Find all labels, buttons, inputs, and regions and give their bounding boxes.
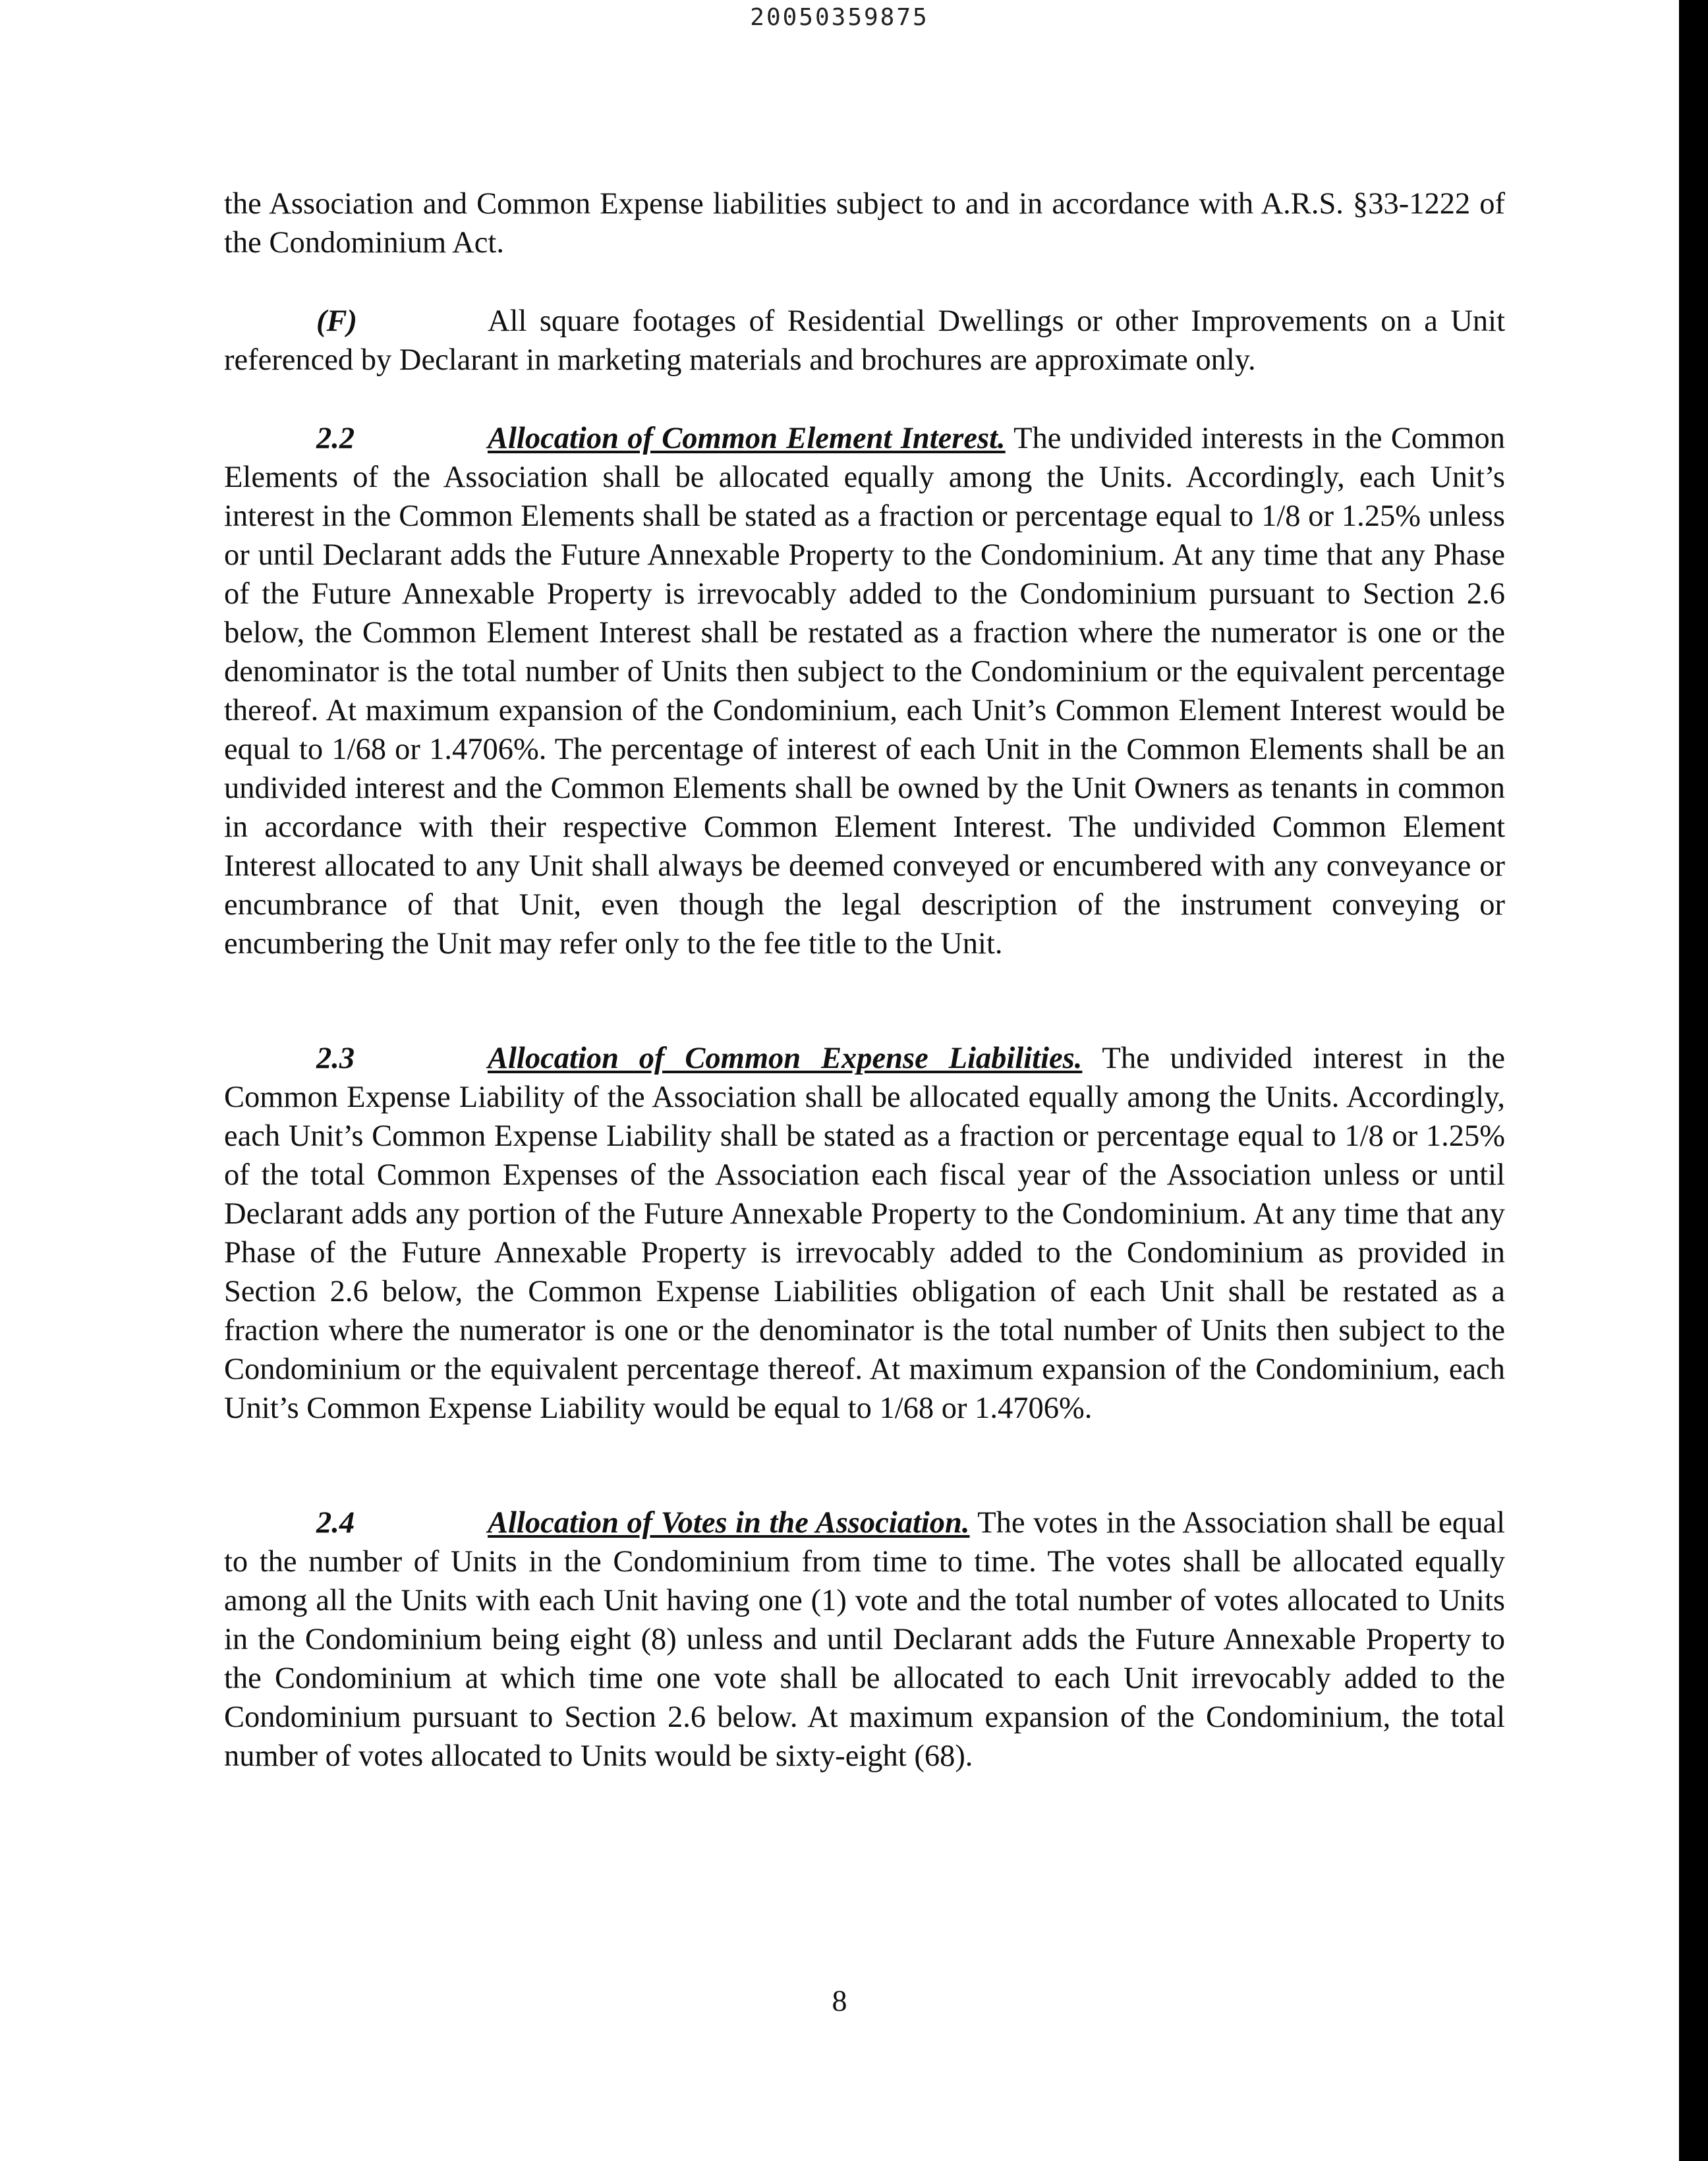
section-2-2-number: 2.2 [316, 422, 355, 455]
paragraph-f-text: All square footages of Residential Dwellings or other Improvements on a Unit referenced by Declarant in marketing materials and brochures are approximate only. [224, 304, 1505, 377]
section-2-4-number: 2.4 [316, 1506, 355, 1540]
section-2-4 [224, 1503, 1505, 1776]
section-2-4-text: The votes in the Association shall be equal to the number of Units in the Condominium from time to time. The votes shall be allocated equally among all the Units with each Unit having one (1) vote and the total number of votes allocated to Units in the Condominium being eight (8) unless and until Declarant adds the Future Annexable Property to the Condominium at which time one vote shall be allocated to each Unit irrevocably added to the Condominium pursuant to Section 2.6 below. At maximum expansion of the Condominium, the total number of votes allocated to Units would be sixty-eight (68). [224, 1506, 1505, 1773]
section-2-3-number: 2.3 [316, 1042, 355, 1075]
section-2-3-heading: Allocation of Common Expense Liabilities. [488, 1042, 1083, 1075]
section-2-3 [224, 1039, 1505, 1428]
paragraph-continuation [224, 184, 1505, 262]
paragraph-continuation-text: the Association and Common Expense liabilities subject to and in accordance with A.R.S. §33-1222 of the Condominium Act. [224, 187, 1505, 260]
section-2-2-text: The undivided interests in the Common Elements of the Association shall be allocated equally among the Units. Accordingly, each Unit’s interest in the Common Elements shall be stated as a fraction or percentage equal to 1/8 or 1.25% unless or until Declarant adds the Future Annexable Property to the Condominium. At any time that any Phase of the Future Annexable Property is irrevocably added to the Condominium pursuant to Section 2.6 below, the Common Element Interest shall be restated as a fraction where the numerator is one or the denominator is the total number of Units then subject to the Condominium or the equivalent percentage thereof. At maximum expansion of the Condominium, each Unit’s Common Element Interest would be equal to 1/68 or 1.4706%. The percentage of interest of each Unit in the Common Elements shall be an undivided interest and the Common Elements shall be owned by the Unit Owners as tenants in common in accordance with their respective Common Element Interest. The undivided Common Element Interest allocated to any Unit shall always be deemed conveyed or encumbered with any conveyance or encumbrance of that Unit, even though the legal description of the instrument conveying or encumbering the Unit may refer only to the fee title to the Unit. [224, 422, 1505, 961]
section-2-2-heading: Allocation of Common Element Interest. [488, 422, 1006, 455]
section-2-4-heading: Allocation of Votes in the Association. [488, 1506, 970, 1540]
section-2-3-text: The undivided interest in the Common Expense Liability of the Association shall be allocated equally among the Units. Accordingly, each Unit’s Common Expense Liability shall be stated as a fraction or percentage equal to 1/8 or 1.25% of the total Common Expenses of the Association each fiscal year of the Association unless or until Declarant adds any portion of the Future Annexable Property to the Condominium. At any time that any Phase of the Future Annexable Property is irrevocably added to the Condominium as provided in Section 2.6 below, the Common Expense Liabilities obligation of each Unit shall be restated as a fraction where the numerator is one or the denominator is the total number of Units then subject to the Condominium or the equivalent percentage thereof. At maximum expansion of the Condominium, each Unit’s Common Expense Liability would be equal to 1/68 or 1.4706%. [224, 1042, 1505, 1425]
paragraph-f [224, 302, 1505, 379]
paragraph-f-label: (F) [316, 304, 357, 338]
page-number: 8 [832, 1984, 847, 2017]
document-number: 20050359875 [750, 4, 929, 31]
section-2-2 [224, 419, 1505, 963]
